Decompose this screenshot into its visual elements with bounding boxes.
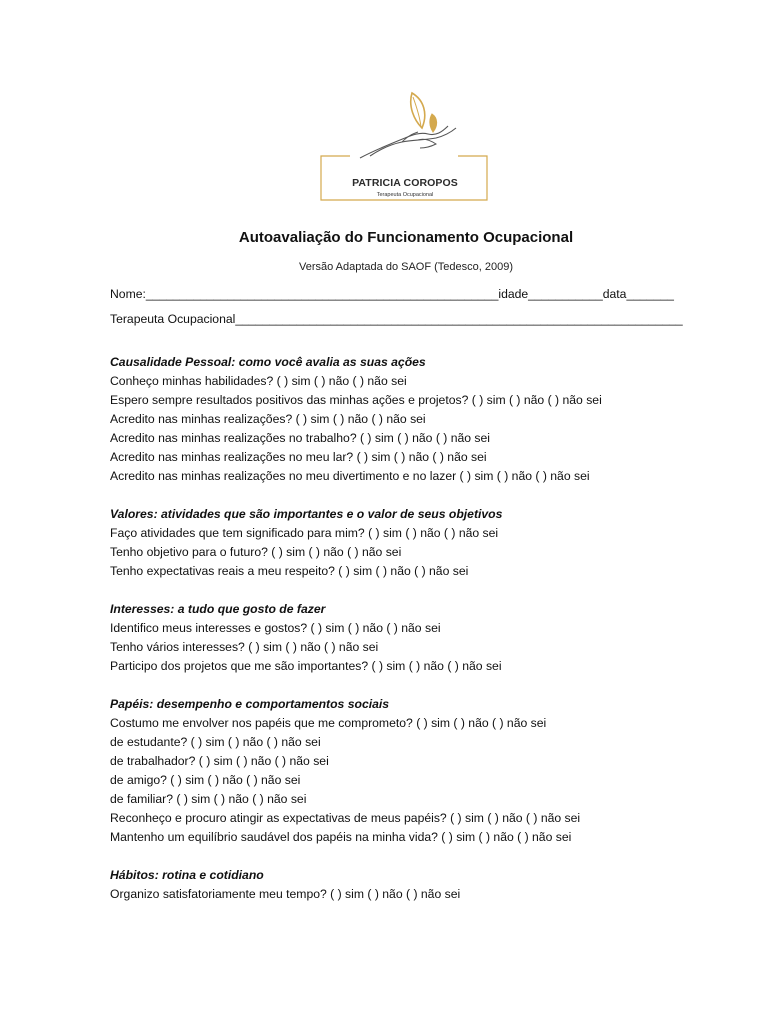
question-item[interactable]: Identifico meus interesses e gostos? ( ) sim ( ) não ( ) não sei	[110, 621, 441, 635]
question-item[interactable]: Acredito nas minhas realizações no trabalho? ( ) sim ( ) não ( ) não sei	[110, 431, 491, 445]
question-item[interactable]: Acredito nas minhas realizações no meu divertimento e no lazer ( ) sim ( ) não ( ) não sei	[110, 469, 590, 483]
section-heading: Hábitos: rotina e cotidiano	[110, 868, 264, 882]
section-heading: Valores: atividades que são importantes e o valor de seus objetivos	[110, 507, 503, 521]
section-causalidade-pessoal	[110, 353, 750, 486]
question-item[interactable]: de amigo? ( ) sim ( ) não ( ) não sei	[110, 773, 301, 787]
question-item[interactable]: de estudante? ( ) sim ( ) não ( ) não sei	[110, 735, 321, 749]
document-title: Autoavaliação do Funcionamento Ocupacional	[238, 229, 574, 246]
logo-subtitle: Terapeuta Ocupacional	[376, 192, 434, 198]
question-item[interactable]: Mantenho um equilíbrio saudável dos papéis na minha vida? ( ) sim ( ) não ( ) não sei	[110, 830, 572, 844]
question-item[interactable]: Tenho expectativas reais a meu respeito? ( ) sim ( ) não ( ) não sei	[110, 564, 469, 578]
section-valores	[110, 505, 750, 581]
logo	[320, 88, 490, 203]
question-item[interactable]: Costumo me envolver nos papéis que me comprometo? ( ) sim ( ) não ( ) não sei	[110, 716, 547, 730]
section-heading: Causalidade Pessoal: como você avalia as suas ações	[110, 355, 426, 369]
section-heading: Interesses: a tudo que gosto de fazer	[110, 602, 326, 616]
question-item[interactable]: Espero sempre resultados positivos das minhas ações e projetos? ( ) sim ( ) não ( ) não sei	[110, 393, 602, 407]
section-habitos	[110, 866, 750, 904]
section-heading: Papéis: desempenho e comportamentos sociais	[110, 697, 390, 711]
question-item[interactable]: Acredito nas minhas realizações? ( ) sim ( ) não ( ) não sei	[110, 412, 426, 426]
therapist-field[interactable]: Terapeuta Ocupacional__________________________________________________________________	[110, 312, 683, 326]
question-item[interactable]: Tenho objetivo para o futuro? ( ) sim ( ) não ( ) não sei	[110, 545, 402, 559]
questionnaire	[110, 353, 750, 923]
question-item[interactable]: Participo dos projetos que me são importantes? ( ) sim ( ) não ( ) não sei	[110, 659, 502, 673]
section-interesses	[110, 600, 750, 676]
question-item[interactable]: Tenho vários interesses? ( ) sim ( ) não ( ) não sei	[110, 640, 379, 654]
question-item[interactable]: Acredito nas minhas realizações no meu lar? ( ) sim ( ) não ( ) não sei	[110, 450, 487, 464]
question-item[interactable]: de familiar? ( ) sim ( ) não ( ) não sei	[110, 792, 307, 806]
question-item[interactable]: Conheço minhas habilidades? ( ) sim ( ) não ( ) não sei	[110, 374, 407, 388]
document-subtitle: Versão Adaptada do SAOF (Tedesco, 2009)	[298, 261, 514, 273]
question-item[interactable]: Reconheço e procuro atingir as expectativas de meus papéis? ( ) sim ( ) não ( ) não sei	[110, 811, 581, 825]
name-age-date-field[interactable]: Nome:____________________________________________________idade___________data_______	[110, 287, 674, 301]
logo-name: PATRICIA COROPOS	[352, 177, 458, 189]
question-item[interactable]: Organizo satisfatoriamente meu tempo? ( ) sim ( ) não ( ) não sei	[110, 887, 461, 901]
section-papeis	[110, 695, 750, 847]
question-item[interactable]: de trabalhador? ( ) sim ( ) não ( ) não sei	[110, 754, 329, 768]
question-item[interactable]: Faço atividades que tem significado para mim? ( ) sim ( ) não ( ) não sei	[110, 526, 499, 540]
